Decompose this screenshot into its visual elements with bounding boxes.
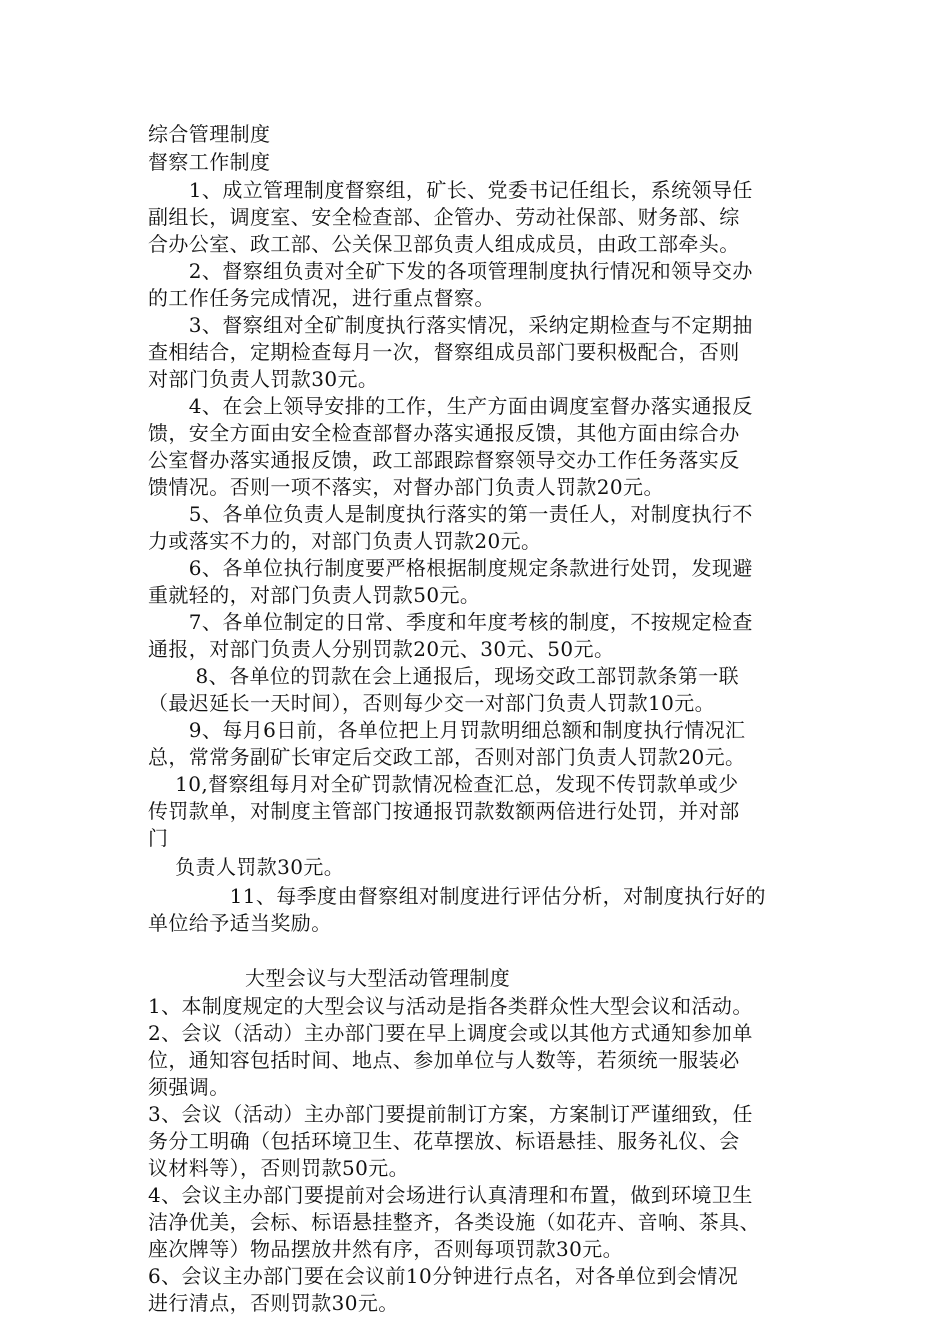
section1-line: 重就轻的，对部门负责人罚款50元。 [148, 583, 481, 607]
section2-line: 洁净优美，会标、标语悬挂整齐，各类设施（如花卉、音响、茶具、 [148, 1210, 760, 1234]
section1-line: 公室督办落实通报反馈，政工部跟踪督察领导交办工作任务落实反 [148, 448, 740, 472]
section2-title: 大型会议与大型活动管理制度 [245, 966, 511, 990]
section1-line: 5、各单位负责人是制度执行落实的第一责任人，对制度执行不 [148, 502, 753, 526]
section1-line: （最迟延长一天时间），否则每少交一对部门负责人罚款10元。 [148, 691, 716, 715]
section1-title: 督察工作制度 [148, 150, 271, 174]
section1-line: 10,督察组每月对全矿罚款情况检查汇总，发现不传罚款单或少 [148, 772, 739, 796]
section2-line: 议材料等），否则罚款50元。 [148, 1156, 410, 1180]
section1-line: 1、成立管理制度督察组，矿长、党委书记任组长，系统领导任 [148, 178, 753, 202]
section2-line: 6、会议主办部门要在会议前10分钟进行点名，对各单位到会情况 [148, 1264, 739, 1288]
section1-line: 3、督察组对全矿制度执行落实情况，采纳定期检查与不定期抽 [148, 313, 753, 337]
section1-line: 传罚款单，对制度主管部门按通报罚款数额两倍进行处罚，并对部 [148, 799, 740, 823]
section1-line: 6、各单位执行制度要严格根据制度规定条款进行处罚，发现避 [148, 556, 753, 580]
section1-line: 查相结合，定期检查每月一次，督察组成员部门要积极配合，否则 [148, 340, 740, 364]
section1-line: 7、各单位制定的日常、季度和年度考核的制度，不按规定检查 [148, 610, 753, 634]
section1-line: 2、督察组负责对全矿下发的各项管理制度执行情况和领导交办 [148, 259, 753, 283]
section1-line: 总，常常务副矿长审定后交政工部，否则对部门负责人罚款20元。 [148, 745, 746, 769]
section1-line: 9、每月6日前，各单位把上月罚款明细总额和制度执行情况汇 [148, 718, 746, 742]
section1-line: 合办公室、政工部、公关保卫部负责人组成成员，由政工部牵头。 [148, 232, 740, 256]
section2-line: 2、会议（活动）主办部门要在早上调度会或以其他方式通知参加单 [148, 1021, 753, 1045]
section1-line: 力或落实不力的，对部门负责人罚款20元。 [148, 529, 542, 553]
section2-line: 务分工明确（包括环境卫生、花草摆放、标语悬挂、服务礼仪、会 [148, 1129, 740, 1153]
section1-line: 4、在会上领导安排的工作，生产方面由调度室督办落实通报反 [148, 394, 753, 418]
section1-line: 门 [148, 826, 169, 850]
section1-line: 馈情况。否则一项不落实，对督办部门负责人罚款20元。 [148, 475, 664, 499]
section2-line: 进行清点，否则罚款30元。 [148, 1291, 399, 1315]
section1-line: 单位给予适当奖励。 [148, 911, 332, 935]
section2-line: 位，通知容包括时间、地点、参加单位与人数等，若须统一服装必 [148, 1048, 740, 1072]
section2-line: 3、会议（活动）主办部门要提前制订方案，方案制订严谨细致，任 [148, 1102, 753, 1126]
document-title: 综合管理制度 [148, 122, 271, 146]
section2-line: 须强调。 [148, 1075, 230, 1099]
section1-line: 馈，安全方面由安全检查部督办落实通报反馈，其他方面由综合办 [148, 421, 740, 445]
section2-line: 1、本制度规定的大型会议与活动是指各类群众性大型会议和活动。 [148, 994, 753, 1018]
section2-line: 4、会议主办部门要提前对会场进行认真清理和布置，做到环境卫生 [148, 1183, 753, 1207]
section1-line: 通报，对部门负责人分别罚款20元、30元、50元。 [148, 637, 615, 661]
section1-line: 8、各单位的罚款在会上通报后，现场交政工部罚款条第一联 [148, 664, 740, 688]
section1-line: 的工作任务完成情况，进行重点督察。 [148, 286, 495, 310]
section1-line: 副组长，调度室、安全检查部、企管办、劳动社保部、财务部、综 [148, 205, 740, 229]
section1-line: 负责人罚款30元。 [148, 855, 345, 879]
section1-line: 11、每季度由督察组对制度进行评估分析，对制度执行好的 [148, 884, 766, 908]
section1-line: 对部门负责人罚款30元。 [148, 367, 379, 391]
section2-line: 座次牌等）物品摆放井然有序，否则每项罚款30元。 [148, 1237, 624, 1261]
